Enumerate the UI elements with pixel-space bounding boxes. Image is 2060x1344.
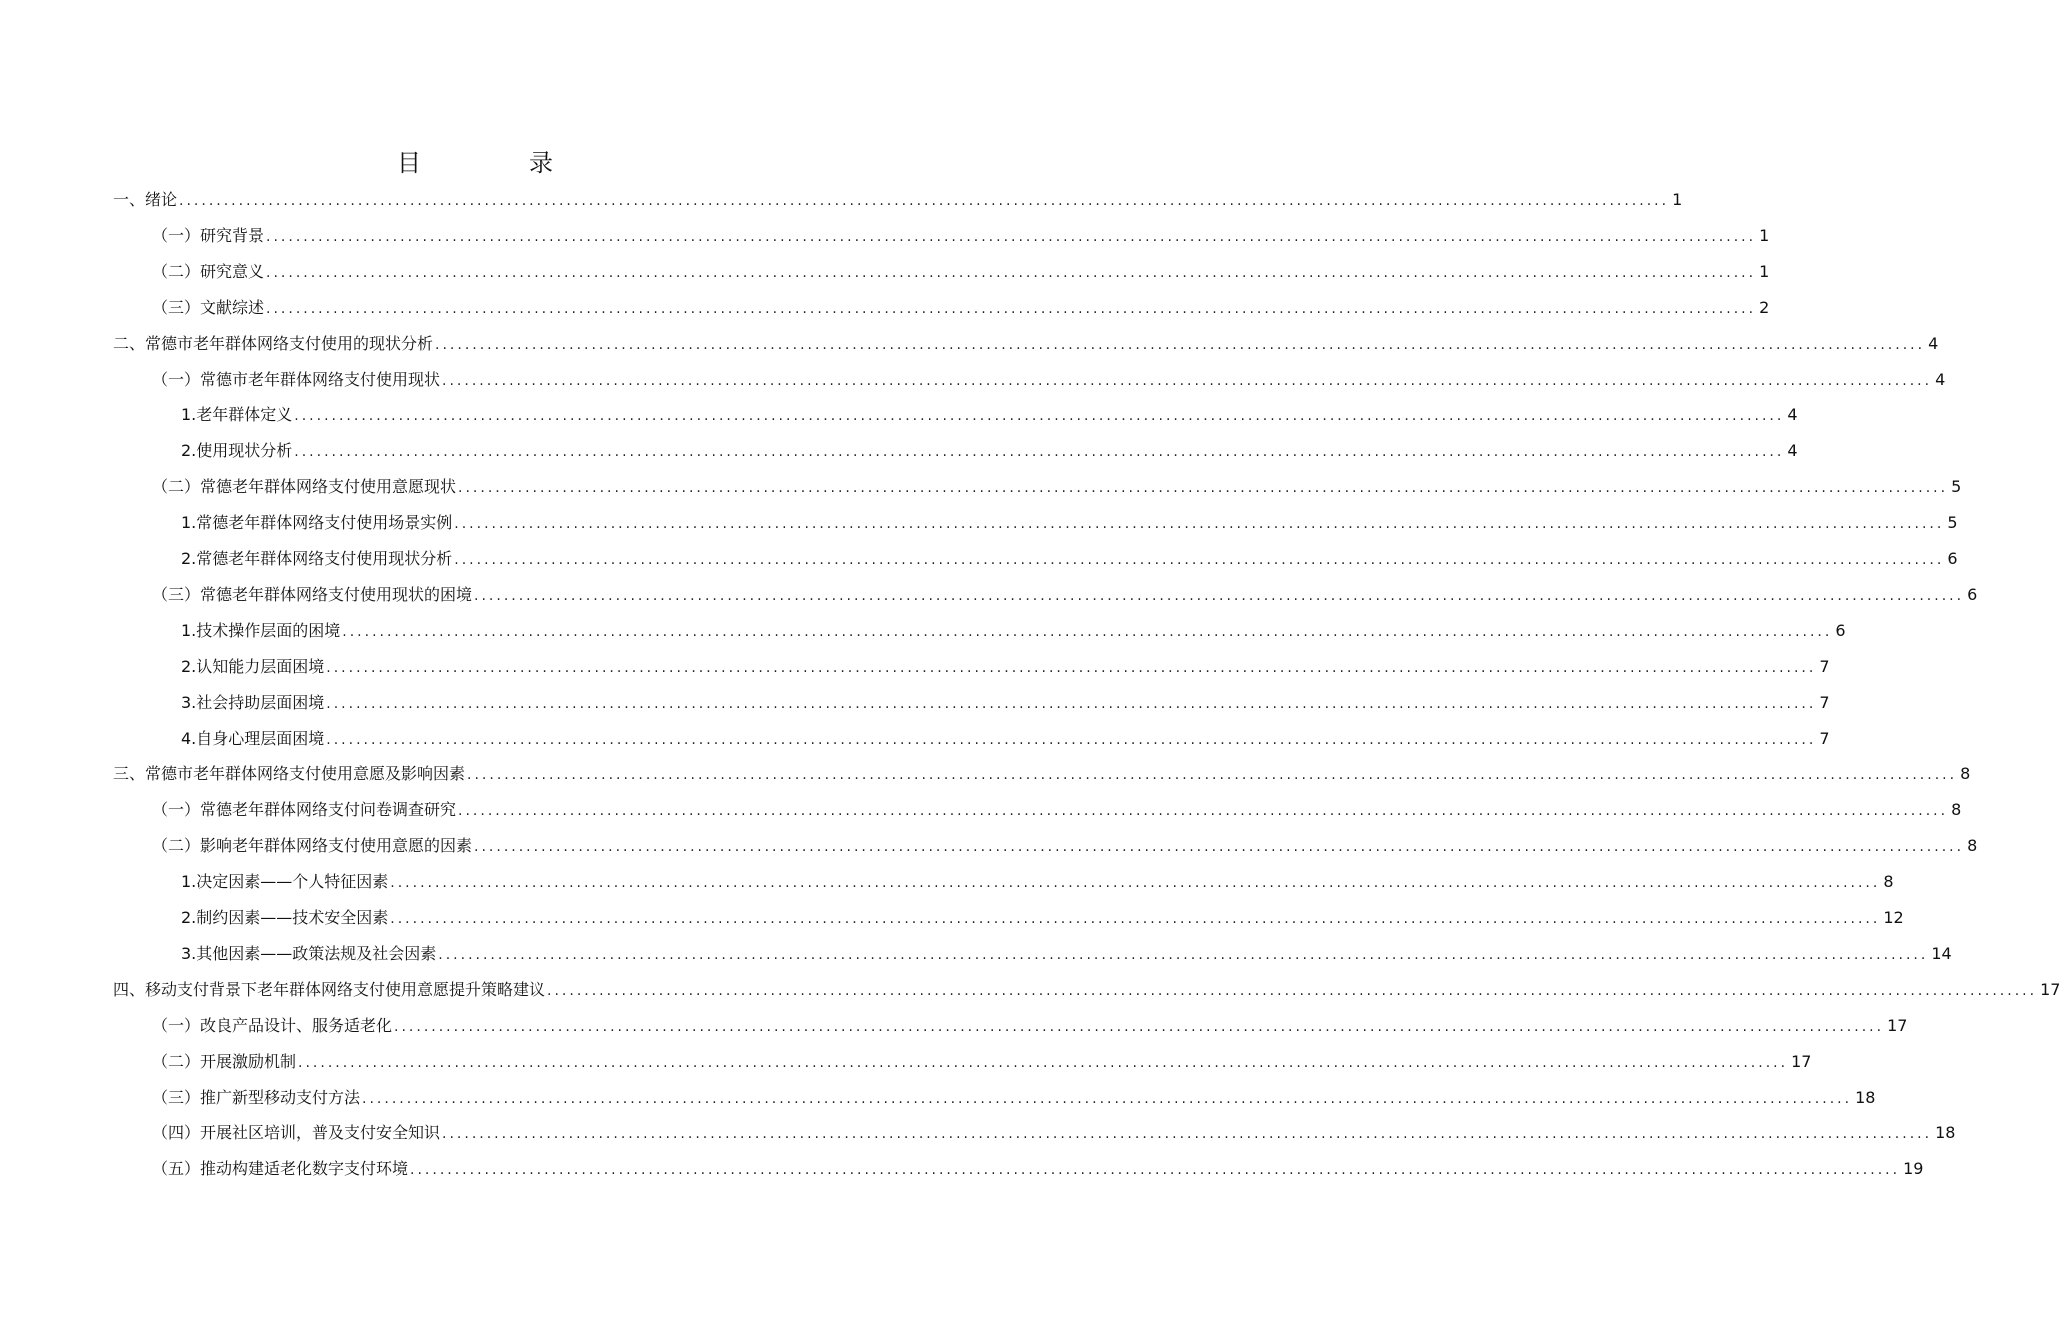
toc-entry-label: （一）常德市老年群体网络支付使用现状 (152, 369, 441, 389)
toc-entry[interactable] (152, 798, 1962, 823)
toc-leader-dots: ........................................................................................................................................................................................................ (454, 552, 1945, 568)
toc-entry-label: （二）开展激励机制 (152, 1051, 297, 1071)
toc-entry[interactable] (152, 1121, 1956, 1146)
toc-entry-page-number: 7 (1819, 692, 1830, 712)
toc-leader-dots: ........................................................................................................................................................................................................ (390, 875, 1881, 892)
toc-entry-page-number: 4 (1935, 369, 1946, 389)
toc-leader-dots: ........................................................................................................................................................................................................ (266, 300, 1757, 317)
toc-entry-page-number: 7 (1819, 656, 1830, 676)
toc-entry-page-number: 6 (1947, 549, 1958, 568)
toc-entry-label: （一）常德老年群体网络支付问卷调查研究 (152, 800, 457, 820)
toc-entry[interactable] (181, 547, 1958, 572)
toc-leader-dots: ........................................................................................................................................................................................................ (326, 695, 1817, 712)
toc-entry-label: 一、绪论 (113, 190, 178, 209)
toc-entry-label: 3.其他因素——政策法规及社会因素 (181, 943, 437, 963)
toc-entry-label: 二、常德市老年群体网络支付使用的现状分析 (113, 333, 434, 353)
toc-entry-page-number: 7 (1819, 728, 1830, 748)
toc-entry[interactable] (152, 1157, 1924, 1182)
toc-entry-label: 三、常德市老年群体网络支付使用意愿及影响因素 (113, 764, 466, 784)
toc-entry-label: 2.使用现状分析 (181, 441, 293, 461)
toc-leader-dots: ........................................................................................................................................................................................................ (298, 1054, 1789, 1071)
toc-entry-label: 3.社会持助层面困境 (181, 692, 325, 712)
toc-leader-dots: ........................................................................................................................................................................................................ (458, 480, 1949, 497)
toc-entry[interactable] (181, 403, 1798, 428)
toc-entry[interactable] (181, 439, 1798, 464)
toc-entry-label: 4.自身心理层面困境 (181, 728, 325, 748)
toc-entry-page-number: 17 (1887, 1015, 1908, 1035)
toc-entry-page-number: 4 (1787, 441, 1798, 461)
toc-leader-dots: ........................................................................................................................................................................................................ (394, 1018, 1885, 1035)
toc-leader-dots: ........................................................................................................................................................................................................ (474, 587, 1965, 604)
toc-entry[interactable] (152, 475, 1962, 500)
toc-entry-page-number: 4 (1928, 333, 1939, 353)
toc-entry[interactable] (152, 1086, 1876, 1111)
toc-leader-dots: ........................................................................................................................................................................................................ (458, 803, 1949, 820)
toc-entry[interactable] (181, 619, 1846, 644)
toc-entry-label: 1.常德老年群体网络支付使用场景实例 (181, 513, 453, 533)
toc-leader-dots: ........................................................................................................................................................................................................ (547, 982, 2038, 999)
toc-leader-dots: ........................................................................................................................................................................................................ (294, 444, 1785, 461)
toc-entry-label: （一）改良产品设计、服务适老化 (152, 1015, 393, 1035)
toc-leader-dots: ........................................................................................................................................................................................................ (442, 372, 1933, 389)
toc-entry-page-number: 14 (1931, 943, 1952, 963)
toc-entry-page-number: 8 (1960, 764, 1971, 784)
toc-entry-page-number: 18 (1935, 1123, 1956, 1143)
toc-entry[interactable] (113, 188, 1683, 213)
toc-entry-page-number: 2 (1759, 297, 1770, 317)
toc-entry[interactable] (152, 296, 1770, 321)
toc-leader-dots: ........................................................................................................................................................................................................ (326, 731, 1817, 748)
toc-entry-label: 2.制约因素——技术安全因素 (181, 908, 389, 927)
toc-leader-dots: ........................................................................................................................................................................................................ (454, 516, 1945, 533)
toc-entry-label: 1.决定因素——个人特征因素 (181, 872, 389, 892)
toc-leader-dots: ........................................................................................................................................................................................................ (410, 1162, 1901, 1179)
toc-entry[interactable] (113, 332, 1939, 357)
toc-entry[interactable] (152, 368, 1946, 393)
toc-entry-page-number: 18 (1855, 1087, 1876, 1107)
toc-entry-label: （三）常德老年群体网络支付使用现状的困境 (152, 584, 473, 604)
toc-leader-dots: ........................................................................................................................................................................................................ (442, 1126, 1933, 1143)
toc-entry-page-number: 6 (1967, 584, 1978, 604)
toc-entry-label: 1.老年群体定义 (181, 405, 293, 425)
toc-entry-label: （三）推广新型移动支付方法 (152, 1087, 361, 1107)
toc-leader-dots: ........................................................................................................................................................................................................ (435, 336, 1926, 353)
toc-entry-page-number: 5 (1947, 513, 1958, 533)
toc-entry[interactable] (181, 511, 1958, 536)
toc-entry-page-number: 8 (1967, 836, 1978, 856)
toc-leader-dots: ........................................................................................................................................................................................................ (179, 193, 1670, 209)
toc-leader-dots: ........................................................................................................................................................................................................ (342, 623, 1833, 640)
toc-leader-dots: ........................................................................................................................................................................................................ (266, 264, 1757, 281)
toc-entry-label: （四）开展社区培训，普及支付安全知识 (152, 1123, 441, 1143)
toc-entry-page-number: 4 (1787, 405, 1798, 425)
toc-leader-dots: ........................................................................................................................................................................................................ (390, 911, 1881, 927)
toc-entry-page-number: 1 (1759, 261, 1770, 281)
toc-leader-dots: ........................................................................................................................................................................................................ (467, 767, 1958, 784)
toc-entry-label: （二）研究意义 (152, 261, 265, 281)
toc-entry-label: （三）文献综述 (152, 297, 265, 317)
toc-entry-page-number: 19 (1903, 1159, 1924, 1179)
toc-entry[interactable] (181, 727, 1830, 752)
toc-entry-page-number: 5 (1951, 477, 1962, 497)
toc-entry-label: 2.常德老年群体网络支付使用现状分析 (181, 549, 453, 568)
toc-entry[interactable] (181, 942, 1952, 967)
toc-entry-page-number: 17 (2040, 979, 2060, 999)
toc-entry[interactable] (152, 834, 1978, 859)
toc-entry-label: （一）研究背景 (152, 225, 265, 245)
toc-entry[interactable] (152, 1050, 1812, 1075)
toc-entry-label: （二）常德老年群体网络支付使用意愿现状 (152, 477, 457, 497)
toc-leader-dots: ........................................................................................................................................................................................................ (266, 228, 1757, 245)
toc-leader-dots: ........................................................................................................................................................................................................ (294, 408, 1785, 425)
toc-entry[interactable] (152, 224, 1770, 249)
toc-title: 目 录 (397, 149, 595, 177)
toc-entry[interactable] (181, 655, 1830, 680)
toc-entry-page-number: 1 (1759, 225, 1770, 245)
toc-entry-page-number: 12 (1883, 908, 1904, 927)
toc-entry[interactable] (181, 870, 1894, 895)
toc-entry[interactable] (181, 906, 1904, 931)
toc-leader-dots: ........................................................................................................................................................................................................ (474, 839, 1965, 856)
toc-entry-page-number: 8 (1883, 872, 1894, 892)
toc-entry-label: 1.技术操作层面的困境 (181, 620, 341, 640)
toc-entry[interactable] (181, 691, 1830, 716)
toc-entry-label: （二）影响老年群体网络支付使用意愿的因素 (152, 836, 473, 856)
toc-entry-page-number: 6 (1835, 620, 1846, 640)
toc-entry[interactable] (152, 1014, 1908, 1039)
toc-entry-label: （五）推动构建适老化数字支付环境 (152, 1159, 409, 1179)
toc-entry-label: 四、移动支付背景下老年群体网络支付使用意愿提升策略建议 (113, 979, 546, 999)
toc-entry[interactable] (113, 762, 1971, 787)
toc-entry-page-number: 8 (1951, 800, 1962, 820)
toc-entry[interactable] (152, 583, 1978, 608)
toc-entry-label: 2.认知能力层面困境 (181, 656, 325, 676)
toc-leader-dots: ........................................................................................................................................................................................................ (438, 946, 1929, 963)
toc-entry-page-number: 17 (1791, 1051, 1812, 1071)
toc-entry[interactable] (152, 260, 1770, 285)
toc-entry[interactable] (113, 978, 2060, 1003)
toc-leader-dots: ........................................................................................................................................................................................................ (362, 1090, 1853, 1107)
toc-leader-dots: ........................................................................................................................................................................................................ (326, 659, 1817, 676)
toc-entry-page-number: 1 (1672, 190, 1683, 209)
